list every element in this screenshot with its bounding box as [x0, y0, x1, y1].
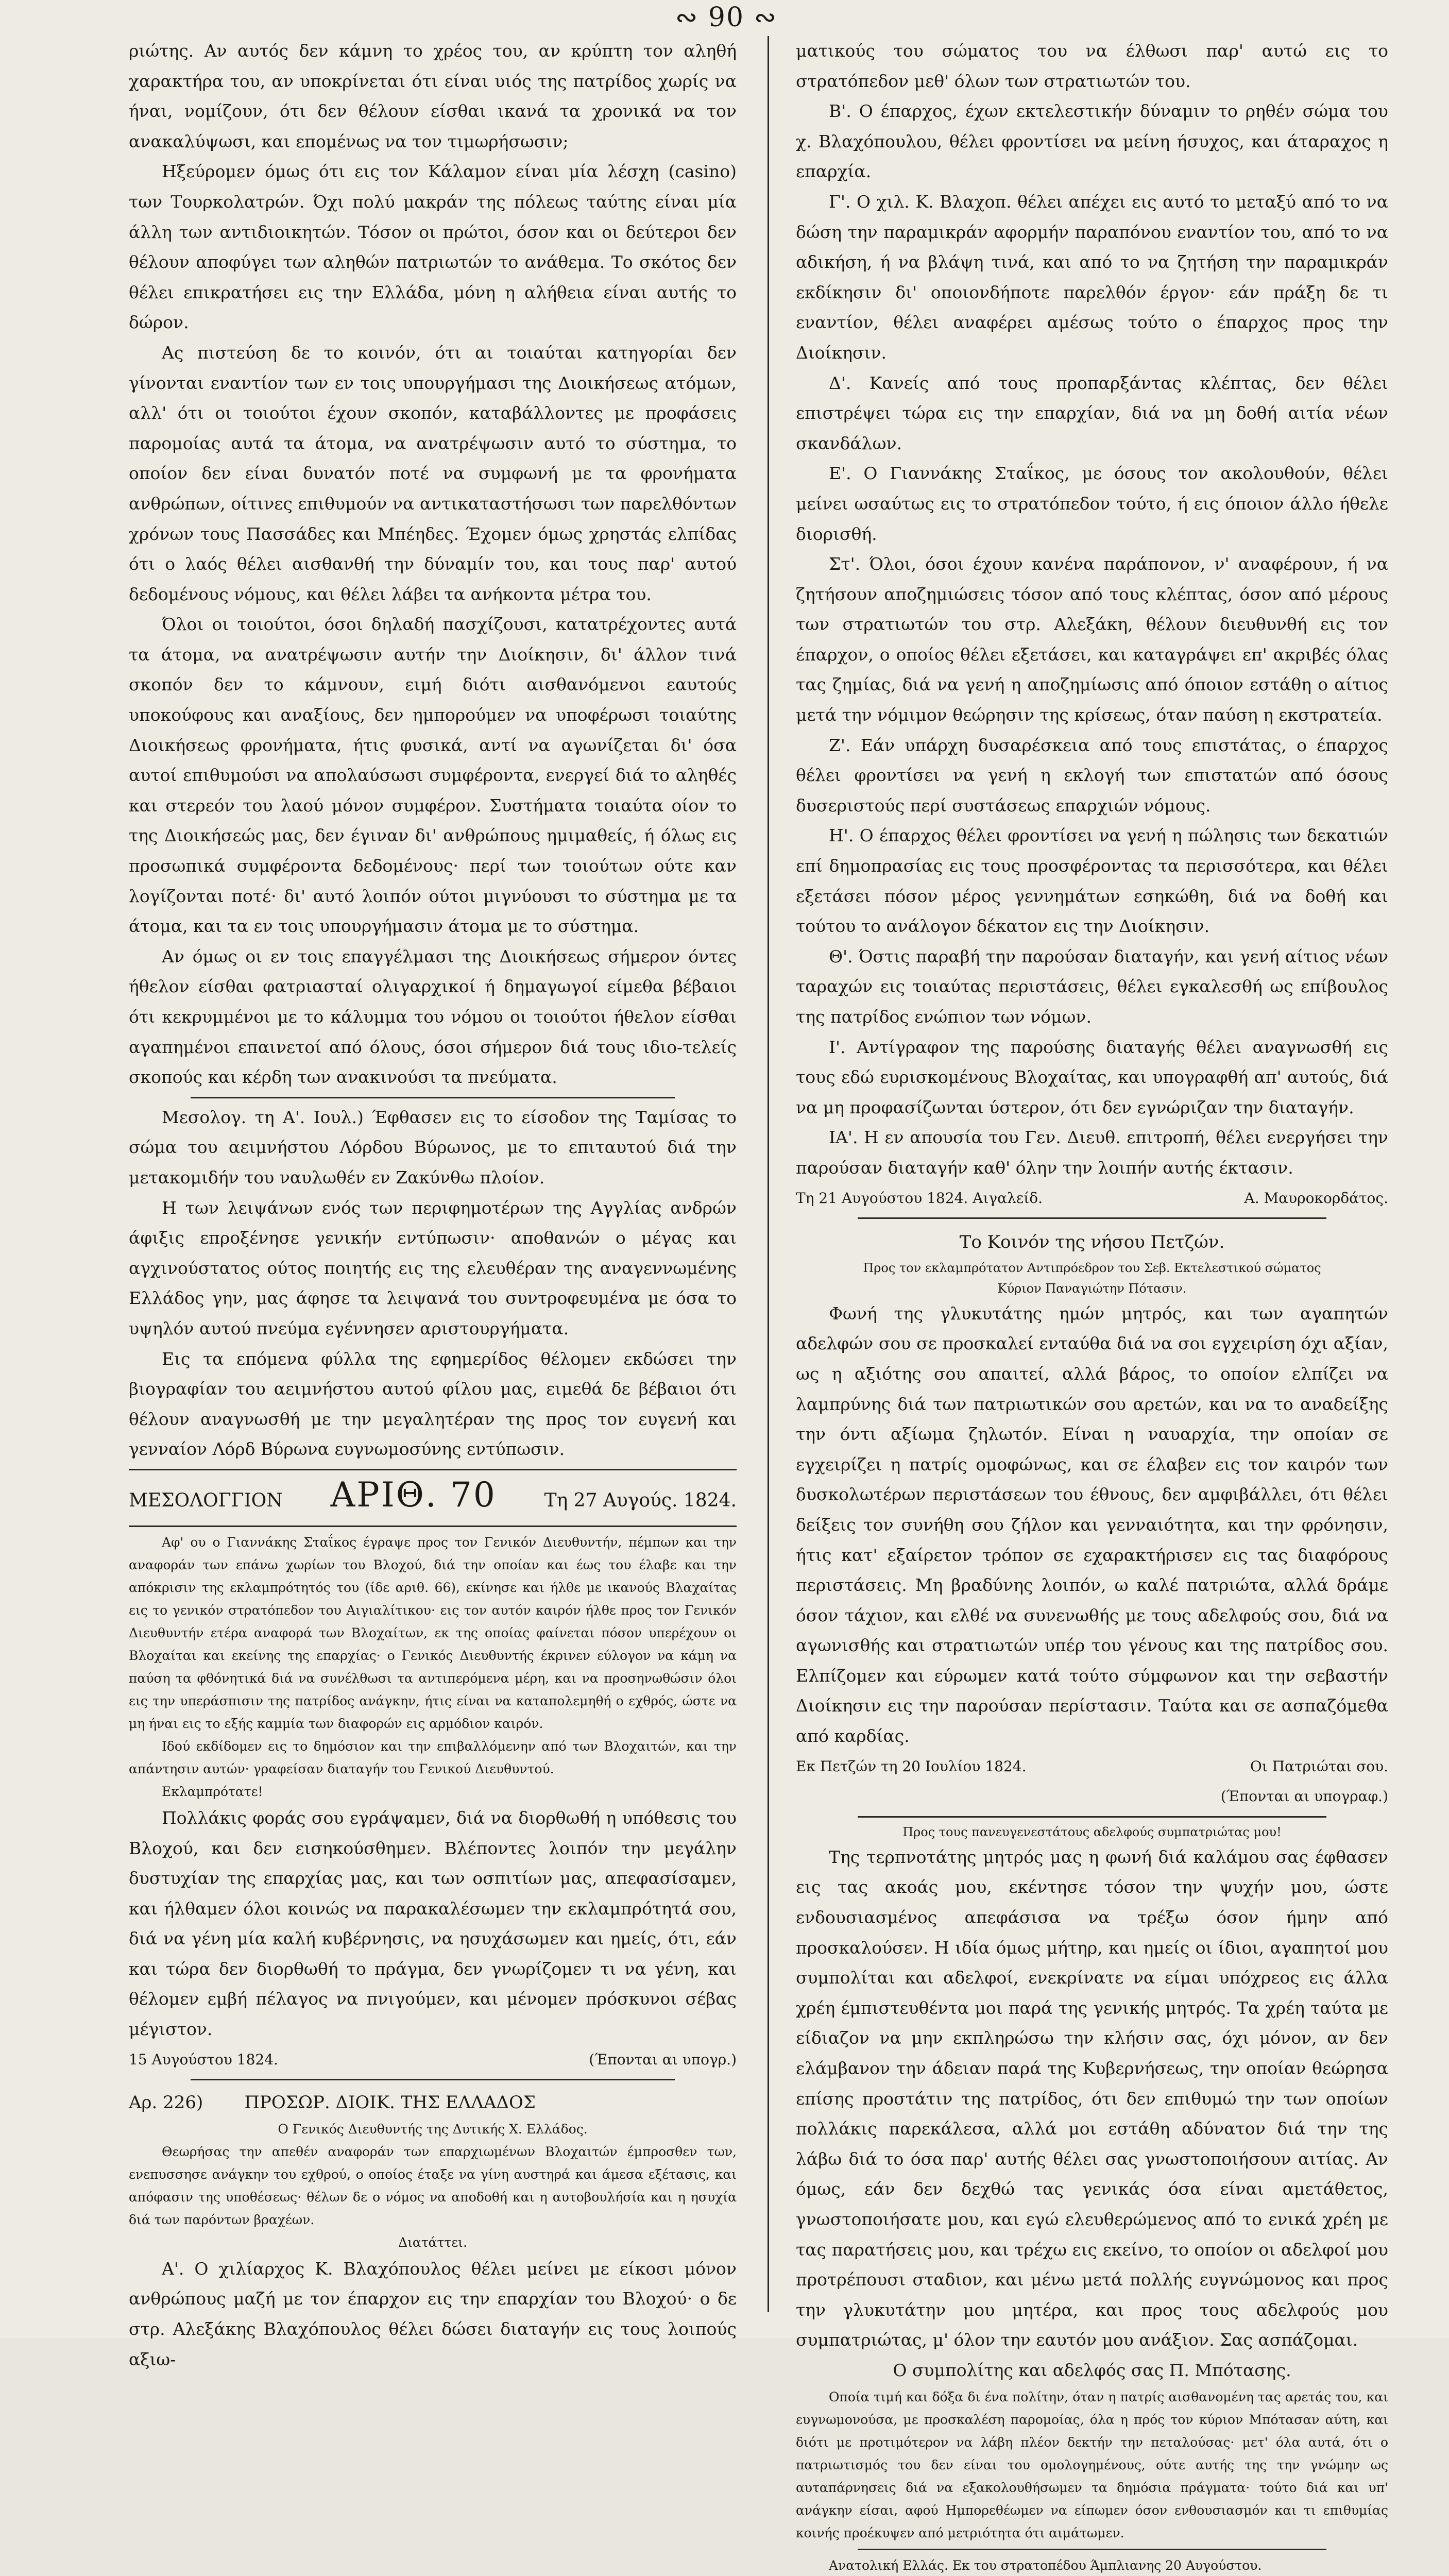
letter-body: Πολλάκις φοράς σου εγράψαμεν, διά να διορθωθή η υπόθεσις του Βλοχού, και δεν εισηκούσθημεν. Βλέποντες λοιπόν την μεγάλην δυστυχίαν της επαρχίας μας, και των οσπιτίων μας, απεφασίσαμεν, και ήλθαμεν όλοι κοινώς να παρακαλέσωμεν την εκλαμπρότητά σου, διά να γένη μία καλή κυβέρνησις, να ησυχάσωμεν και ημείς, ότι, εάν και τώρα δεν διορθωθή το πράγμα, δεν γνωρίζομεν τι να γένη, και θέλομεν εμβή πέλαγος να πνιγούμεν, και μένομεν πρόσκυνοι σέβας μέγιστον. — [129, 1807, 737, 2040]
masthead-rule — [129, 1526, 737, 1527]
article-paragraph: Ας πιστεύση δε το κοινόν, ότι αι τοιαύται κατηγορίαι δεν γίνονται εναντίον των εν τοις υπουργήμασι της Διοικήσεως ατόμων, αλλ' ότι οι τοιούτοι έχουν σκοπόν, καταβάλλοντες με προφάσεις παρομοίας αυτά τα άτομα, να ανατρέψωσιν αυτό το σύστημα, το οποίον δεν είναι δυνατόν ποτέ να συμφωνή με τα φρονήματα ανθρώπων, οίτινες επιθυμούν να αντικαταστήσωσι των παρελθόντων χρόνων τους Πασσάδες και Μπέηδες. Έχομεν όμως χρηστάς ελπίδας ότι ο λαός θέλει αισθανθή την δύναμίν του, και τους παρ' αυτού δεδομένους νόμους, και θέλει λάβει τα ανήκοντα μέτρα του. — [129, 342, 737, 604]
ornament-left-icon: ∾ — [675, 2, 699, 33]
decree-heading — [129, 2088, 737, 2118]
news-paragraph: Μεσολογ. τη Α'. Ιουλ.) Έφθασεν εις το είσοδον της Ταμίσας το σώμα του αειμνήστου Λόρδου Βύρωνος, με το επιταυτού διά την μετακομιδήν του ναυλωθέν εν Ζακύνθω πλοίον. — [129, 1107, 737, 1188]
section-rule — [191, 2079, 675, 2080]
decree-article: Γ'. Ο χιλ. Κ. Βλαχοπ. θέλει απέχει εις αυτό το μεταξύ από το να δώση την παραμικράν αφορμήν παραπόνου εναντίον του, από το να αδικήση, ή να βλάψη τινά, και από το να ζητήση την παραμικράν εκδίκησιν δι' οποιονδήποτε παρελθόν έργον· εάν πράξη δε τι εναντίον, θέλει αναφέρει αμέσως τούτο ο έπαρχος προς την Διοίκησιν. — [796, 191, 1388, 363]
news-paragraph: Η των λειψάνων ενός των περιφημοτέρων της Αγγλίας ανδρών άφιξις επροξένησε γενικήν εντύπωσιν· αποθανών ο μέγας και αγχινούστατος ούτος ποιητής εις της ελευθέραν της αναγεννωμένης Ελλάδος γην, μας άφησε τα λειψανά του συντροφευμένα με όσα το υψηλόν αυτού πνεύμα εγέννησεν αριστουργήματα. — [129, 1197, 737, 1338]
decree-signer: Α. Μαυροκορδάτος. — [1244, 1189, 1388, 1207]
petzon-sig2: (Έπονται αι υπογραφ.) — [1220, 1788, 1388, 1805]
page-number-value: 90 — [708, 2, 745, 33]
section-rule — [858, 2549, 1326, 2550]
decree-signature — [796, 1183, 1388, 1214]
letter-signers: (Έπονται αι υπογρ.) — [589, 2050, 737, 2068]
decree-article: Θ'. Όστις παραβή την παρούσαν διαταγήν, και γενή αίτιος νέων ταραχών εις τοιαύτας περιστάσεις, θέλει εγκαλεσθή ως επίβουλος της πατρίδος ενώπιον των νόμων. — [796, 946, 1388, 1027]
article-paragraph: Αν όμως οι εν τοις επαγγέλμασι της Διοικήσεως σήμερον όντες ήθελον είσθαι φατριασταί ολιγαρχικοί ή δημαγωγοί είμεθα βέβαιοι ότι κεκρυμμένοι με το κάλυμμα του νόμου οι τοιούτοι ήθελον είσθαι αγαπημένοι επαινετοί από όλους, όσοι σήμερον διά τους ιδιο-τελείς σκοπούς και κέρδη των ανακινούσι τα πνεύματα. — [129, 946, 737, 1088]
letter-date: 15 Αυγούστου 1824. — [129, 2050, 278, 2068]
petzon-signature-note — [796, 1782, 1388, 1812]
masthead-date: Τη 27 Αυγούς. 1824. — [544, 1489, 737, 1511]
petzon-date: Εκ Πετζών τη 20 Ιουλίου 1824. — [796, 1757, 1027, 1775]
news-paragraph: Εις τα επόμενα φύλλα της εφημερίδος θέλομεν εκδώσει την βιογραφίαν του αειμνήστου αυτού φίλου μας, ειμεθά δε βέβαιοι ότι θέλουν αναγνωσθή με την μεγαλητέραν της προς τον ευγενή και γενναίον Λόρδ Βύρωνα ευγνωμοσύνης εντύπωσιν. — [129, 1348, 737, 1460]
article-paragraph: ριώτης. Αν αυτός δεν κάμνη το χρέος του, αν κρύπτη τον αληθή χαρακτήρα του, αν υποκρίνεται ότι είναι υιός της πατρίδος χωρίς να ήναι, νομίζουν, ότι δεν θέλουν είσθαι ικανά τα χρονικά να τον ανακαλύψωσι, και επομένως να τον τιμωρήσωσιν; — [129, 41, 737, 151]
closing-dateline: Ανατολική Ελλάς. Εκ του στρατοπέδου Άμπλιανης 20 Αυγούστου. — [829, 2557, 1262, 2573]
decree-number: Αρ. 226) — [129, 2092, 203, 2113]
section-rule — [191, 1097, 675, 1098]
decree-article: Ι'. Αντίγραφον της παρούσης διαταγής θέλει αναγνωσθή εις τους εδώ ευρισκομένους Βλοχαίτας, και υπογραφθή απ' αυτούς, διά να μη προφασίζωνται ύστερον, ότι δεν εγνώριζαν την διαταγήν. — [796, 1037, 1388, 1117]
reply-title: Προς τους πανευγενεστάτους αδελφούς συμπατριώτας μου! — [902, 1824, 1282, 1839]
notice-paragraph: Ιδού εκδίδομεν εις το δημόσιον και την επιβαλλόμενην από των Βλοχαιτών, και την απάντησιν αυτών· γραφείσαν διαταγήν του Γενικού Διευθυντού. — [129, 1738, 737, 1776]
decree-article: Στ'. Όλοι, όσοι έχουν κανένα παράπονον, ν' αναφέρουν, ή να ζητήσουν αποζημιώσεις τόσον από τους κλέπτας, όσον από μέρους των στρατιωτών του στρ. Αλεξάκη, θέλουν διευθυνθή εις τον έπαρχον, ο οποίος θέλει εξετάσει, και καταγράψει επ' ακριβές όλας τας ζημίας, διά να γενή η αποζημίωσις από όποιον εστάθη ο αίτιος μετά την νόμιμον θεώρησιν της κρίσεως, όταν παύση η εκστρατεία. — [796, 554, 1388, 725]
masthead-number: ΑΡΙΘ. 70 — [330, 1475, 497, 1515]
reply-signer: Ο συμπολίτης και αδελφός σας Π. Μπότασης. — [893, 2360, 1291, 2380]
letter-signature — [129, 2045, 737, 2075]
petzon-subtitle: Προς τον εκλαμπρότατον Αντιπρόεδρον του Σεβ. Εκτελεστικού σώματος — [863, 1260, 1321, 1275]
ornament-right-icon: ∾ — [754, 2, 778, 33]
decree-article: ματικούς του σώματος του να έλθωσι παρ' αυτώ εις το στρατόπεδον μεθ' όλων των στρατιωτών του. — [796, 41, 1388, 91]
decree-label: Διατάττει. — [398, 2234, 467, 2250]
decree-article: Α'. Ο χιλίαρχος Κ. Βλαχόπουλος θέλει μείνει με είκοσι μόνον ανθρώπους μαζή με τον έπαρχον εις την επαρχίαν του Βλοχού· ο δε στρ. Αλεξάκης Βλαχόπουλος θέλει δώσει διαταγήν εις τους λοιπούς αξιω- — [129, 2258, 737, 2369]
decree-date: Τη 21 Αυγούστου 1824. Αιγαλείδ. — [796, 1189, 1043, 1207]
reply-footnote: Οποία τιμή και δόξα δι ένα πολίτην, όταν η πατρίς αισθανομένη τας αρετάς του, και ευγνωμονούσα, με προσκαλέση παρομοίας, όλα η πρός τον κύριον Μπότασαν αύτη, και διότι με προτιμότερον να λάβη πλέον δεκτήν την πεταλούσας· μετ' όλα αυτά, ότι ο πατριωτισμός του δεν είναι του ομολογημένους, ούτε αυτής της την γνώμην ως αυταπάρνησεις διά να εξακολουθήσωμεν τα δημόσια πράγματα· τούτο διά και υπ' ανάγκην είσαι, αφού Ημπορεθέωμεν να είπωμεν όσον ενθουσιασμόν και τι επιθυμίας κοινής προέκυψεν από μετριότητα ότι αιμάτωμεν. — [796, 2389, 1388, 2540]
reply-paragraph: Της τερπνοτάτης μητρός μας η φωνή διά καλάμου σας έφθασεν εις τας ακοάς μου, εκέντησε τόσον την ψυχήν μου, ώστε ενδουσιασμένος απεφάσισα να τρέξω όσον ήμην από προσκαλούσεν. Η ιδία όμως μήτηρ, και ημείς οι ίδιοι, αγαπητοί μου συμπολίται και αδελφοί, ενεκρίνατε να είμαι υπόχρεος εις άλλα χρέη έμπιστευθέντα μοι παρά της γενικής μητρός. Τα χρέη ταύτα με είδιαζον να μην εκπληρώσω την κλήσιν σας, όχι μόνον, αν δεν ελάμβανον την άδειαν παρά της Κυβερνήσεως, την οποίαν θεώρησα επίσης προστάτιν της πατρίδος, ότι δεν επιθυμώ την των οποίων πολλάκις παρεκάλεσα, αλλά μοι εστάθη αδύνατον διά την της λάβω διά το όσα παρ' αυτής θέλει σας γνωστοποιήσουν αιτίας. Αν όμως, εάν δεν δεχθώ τας γενικάς όσα είναι αμετάθετος, γνωστοποιήσατε μου, και εγώ ελευθερώμενος από το ενικά χρέη με τας παρατήσεις μου, και τρέχω εις εκείνο, το οποίον οι αδελφοί μου προτρέπουσι σταδιον, και μένω μετά πολλής ευγνώμονος και προς την γλυκυτάτην μου μητέρα, και προς τους αδελφούς μου συμπατριώτας, μ' όλον την εαυτόν μου ανάξιον. Σας ασπάζομαι. — [796, 1846, 1388, 2350]
decree-intro: Θεωρήσας την απεθέν αναφοράν των επαρχιωμένων Βλοχαιτών έμπροσθεν των, ενεπυσσησε ανάγκην του εχθρού, ο οποίος έταξε να γίνη αυστηρά και άμεσα εξέτασις, και απόφασιν της υποθέσεως· θέλων δε ο νόμος να αποδοθή και η αυτοβουλήσία και η ησυχία διά των παρόντων βραχέων. — [129, 2144, 737, 2227]
article-paragraph: Ηξεύρομεν όμως ότι εις τον Κάλαμον είναι μία λέσχη (casino) των Τουρκολατρών. Όχι πολύ μακράν της πόλεως ταύτης είναι μία άλλη των αντιδιοικητών. Τόσον οι πρώτοι, όσον και οι δεύτεροι δεν θέλουν αποφύγει των αληθών πατριωτών το ανάθεμα. Το σκότος δεν θέλει επικρατήσει εις την Ελλάδα, μόνη η αλήθεια είναι αυτής το δώρον. — [129, 161, 737, 333]
masthead-rule — [129, 1469, 737, 1470]
page-number — [664, 2, 788, 33]
notice-paragraph: Αφ' ου ο Γιαννάκης Σταΐκος έγραψε προς τον Γενικόν Διευθυντήν, πέμπων και την αναφοράν των επάνω χωρίων του Βλοχού, διά την οποίαν και έως του έλαβε και την απόκρισιν της εκλαμπρότητός του (ίδε αριθ. 66), εκίνησε και ήλθε με ικανούς Βλαχαίτας εις το γενικόν στρατόπεδον του Αιγιαλίτικου· εις τον αυτόν καιρόν ήλθε προς τον Γενικόν Διευθυντήν ετέρα αναφορά των Βλοχαίτων, εκ της οποίας φαίνεται πόσον υπερέχουν οι Βλοχαίται και εκείνης της επαρχίας· ο Γενικός Διευθυντής έκρινεν εύλογον να κάμη να παύση τα φθόνητικά διά να συνέλθωσι τα αντιπερόμενα μέρη, και να προσηνωθώσιν όλοι εις την υπεράσπισιν της πατρίδος ανάγκην, ήτις είναι να καταπολεμηθή ο εχθρός, ώστε να μη ήναι εις το εξής καμμία των διαφορών εις αρμόδιον καιρόν. — [129, 1534, 737, 1731]
decree-subheader: Ο Γενικός Διευθυντής της Δυτικής Χ. Ελλάδος. — [278, 2121, 588, 2137]
petzon-signer: Οι Πατριώται σου. — [1250, 1757, 1388, 1775]
petzon-paragraph: Φωνή της γλυκυτάτης ημών μητρός, και των αγαπητών αδελφών σου σε προσκαλεί ενταύθα διά να σοι εγχειρίση όχι αξίαν, ως η αξιότης σου απαιτεί, αλλά βάρος, το οποίον ελπίζει να λαμπρύνης διά των πατριωτικών σου αρετών, και να το αναδείξης την όντι αξίωμα ζηλωτόν. Είναι η ναυαρχία, την οποίαν σε εγχειρίζει η πατρίς ομοφώνως, και σε έλαβεν εις τον καιρόν των δυσκολωτέρων περιστάσεων του έθνους, δεν αμφιβάλλει, ότι θέλει δείξεις τον συνήθη σου ζήλον και γενναιότητα, και την φρόνησιν, ήτις κατ' εξαίρετον τρόπον σε εχαρακτήρισεν εις τας διαφόρους περιστάσεις. Μη βραδύνης λοιπόν, ω καλέ πατριώτα, αλλά δράμε όσον τάχιον, και ελθέ να συνενωθής με τους αδελφούς σου, διά να αγωνισθής και στρατιωτών υπέρ του γένους και της πατρίδος σου. Ελπίζομεν και εύρωμεν κατά τούτο σύμφωνον και την σεβαστήν Διοίκησιν εις την παρούσαν περίστασιν. Ταύτα και σε ασπαζόμεθα από καρδίας. — [796, 1303, 1388, 1747]
petzon-subtitle: Κύριον Παναγιώτην Πότασιν. — [997, 1281, 1187, 1296]
decree-article: Η'. Ο έπαρχος θέλει φροντίσει να γενή η πώλησις των δεκατιών επί δημοπρασίας εις τους προσφέροντας τα περισσότερα, και θέλει εξετάσει πόσον μέρος γεννημάτων εσηκώθη, διά να δοθή και τούτου το ανάλογον δέκατον εις την Διοίκησιν. — [796, 825, 1388, 937]
decree-article: Ζ'. Εάν υπάρχη δυσαρέσκεια από τους επιστάτας, ο έπαρχος θέλει φροντίσει να γενή η εκλογή των επιστατών από όσους δυσεριστούς περί συστάσεως επαρχιών νόμους. — [796, 735, 1388, 816]
decree-article: Δ'. Κανείς από τους προπαρξάντας κλέπτας, δεν θέλει επιστρέψει τώρα εις την επαρχίαν, διά να μη δοθή αιτία νέων σκανδάλων. — [796, 372, 1388, 453]
petzon-signature — [796, 1752, 1388, 1782]
notice-block — [129, 1531, 737, 1803]
letter-address: Εκλαμπρότατε! — [162, 1784, 263, 1799]
petzon-title: Το Κοινόν της νήσου Πετζών. — [959, 1232, 1225, 1253]
article-paragraph: Όλοι οι τοιούτοι, όσοι δηλαδή πασχίζουσι, κατατρέχοντες αυτά τα άτομα, να ανατρέψωσιν αυτήν την Διοίκησιν, δι' άλλον τινά σκοπόν δεν το κάμνουν, ειμή διότι αισθανόμενοι εαυτούς υποκούφους και αναξίους, δεν ημπορούμεν να υποφέρωσι τοιαύτης Διοικήσεως φρονήματα, ήτις φυσικά, αντί να αγωνίζεται δι' όσα αυτοί επιθυμούσι να απολαύσωσι συμφέροντα, ενεργεί διά το αληθές και στερεόν του λαού μόνον συμφέρον. Συστήματα τοιαύτα οίον το της Διοικήσεώς μας, δεν έγιναν δι' ανθρώπους ημιμαθείς, ή όλως εις προσωπικά συμφέροντα δεδομένους· περί των τοιούτων ούτε καν λογίζονται ποτέ· δι' αυτό λοιπόν ούτοι μιγνύουσι το σύστημα με τα άτομα, και τα εν τοις υπουργήμασιν άτομα με το σύστημα. — [129, 614, 737, 937]
decree-article: Β'. Ο έπαρχος, έχων εκτελεστικήν δύναμιν το ρηθέν σώμα του χ. Βλαχόπουλου, θέλει φροντίσει να μείνη ήσυχος, και άταραχος η επαρχία. — [796, 101, 1388, 182]
section-rule — [858, 1816, 1326, 1818]
section-rule — [858, 1217, 1326, 1219]
column-divider — [768, 36, 769, 2312]
left-column — [129, 36, 737, 2369]
decree-article: ΙΑ'. Η εν απουσία του Γεν. Διευθ. επιτροπή, θέλει ενεργήσει την παρούσαν διαταγήν καθ' όλην την λοιπήν αυτής έκτασιν. — [796, 1127, 1388, 1178]
masthead-city: ΜΕΣΟΛΟΓΓΙΟΝ — [129, 1489, 283, 1511]
right-column — [796, 36, 1388, 2573]
issue-masthead — [129, 1475, 737, 1521]
decree-header: ΠΡΟΣΩΡ. ΔΙΟΙΚ. ΤΗΣ ΕΛΛΑΔΟΣ — [244, 2092, 536, 2113]
decree-article: Ε'. Ο Γιαννάκης Σταΐκος, με όσους τον ακολουθούν, θέλει μείνει ωσαύτως εις το στρατόπεδον τούτο, ή εις όποιον άλλο ήθελε διορισθή. — [796, 463, 1388, 544]
